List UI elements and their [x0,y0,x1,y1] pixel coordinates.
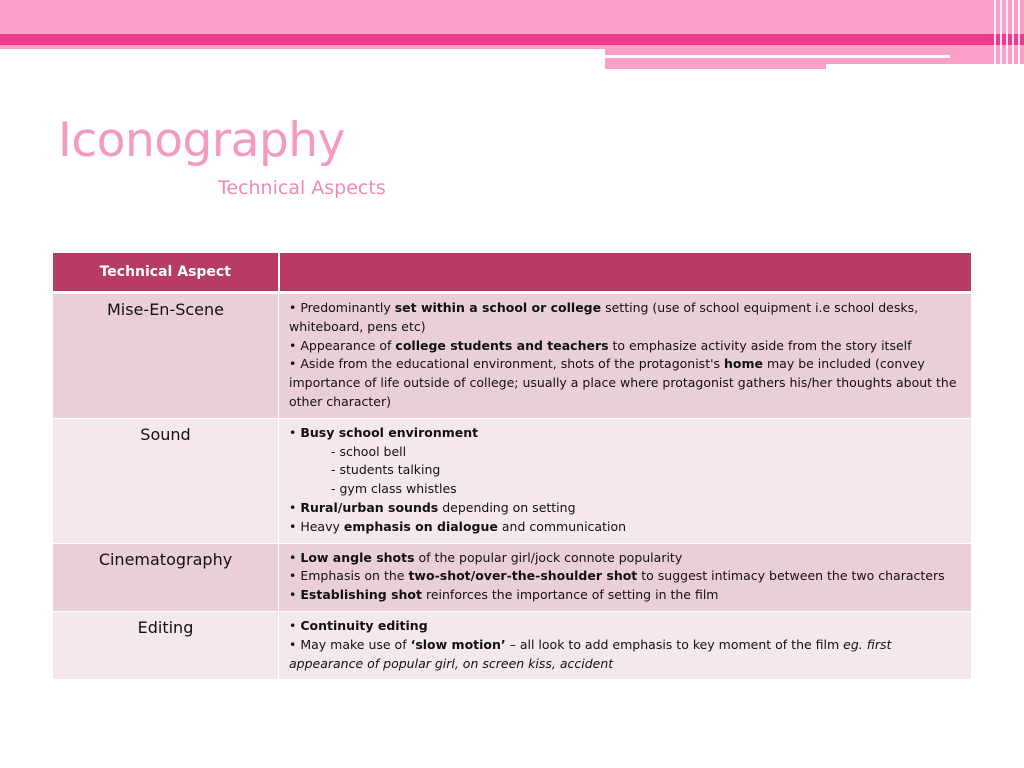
decor-stripe [1018,0,1020,70]
line-text: • Heavy [289,518,344,534]
table-row [53,543,972,611]
sub-bullet-text: - school bell [331,443,407,459]
bold-text: Establishing shot [300,587,422,603]
bold-text: Rural/urban sounds [300,499,439,515]
line-text: • [289,499,301,515]
slide-title: Iconography [58,113,345,168]
bullet-line [289,636,963,674]
table-row [53,611,972,679]
description-cell [279,611,972,679]
table-row [53,293,972,419]
decor-stripe [994,0,996,70]
line-text: depending on setting [438,499,576,515]
italic-text: eg. first appearance of popular girl, on screen kiss, accident [289,636,892,671]
header-band-white [0,49,605,69]
description-cell [279,293,972,419]
bold-text: Continuity editing [300,617,428,633]
line-text: setting (use of school equipment i.e school desks, whiteboard, pens etc) [289,300,919,334]
line-text: • Predominantly [289,300,395,315]
bold-text: set within a school or college [394,300,602,315]
bullet-line [289,299,963,337]
header-description [279,253,972,293]
bullet-line [289,586,963,605]
bold-text: Busy school environment [300,424,479,440]
sub-bullet-line [289,443,963,462]
description-cell [279,543,972,611]
bullet-line [289,337,963,356]
table-body [53,293,972,680]
sub-bullet-line [289,480,963,499]
description-cell [279,418,972,543]
slide-subtitle: Technical Aspects [218,177,386,199]
line-text: • Aside from the educational environment, shots of the protagonist's [289,356,725,372]
line-text: and communication [497,518,627,534]
technical-aspects-table [52,252,972,680]
line-text: • Appearance of [289,337,396,353]
line-text: may be included (convey importance of life outside of college; usually a place where protagonist gathers his/her thoughts about the other character) [289,356,957,409]
line-text: to emphasize activity aside from the story itself [608,337,912,353]
bullet-line [289,424,963,443]
table-row [53,418,972,543]
table-header-row [53,253,972,293]
sub-bullet-line [289,461,963,480]
decor-stripe [1012,0,1014,70]
bold-text: Low angle shots [300,549,415,565]
bullet-line [289,617,963,636]
line-text: • [289,587,301,603]
header-line [605,55,950,58]
header-band-top [0,0,1024,34]
bold-text: two-shot/over-the-shoulder shot [408,568,638,584]
aspect-cell: Editing [53,611,279,679]
line-text: to suggest intimacy between the two characters [637,568,945,584]
aspect-cell: Cinematography [53,543,279,611]
bold-text: home [724,356,764,372]
bold-text: college students and teachers [395,337,609,353]
bullet-line [289,549,963,568]
decor-stripe [1000,0,1002,70]
header-band-magenta [0,34,1024,45]
bullet-line [289,567,963,586]
decor-stripe [1006,0,1008,70]
aspect-cell: Sound [53,418,279,543]
line-text: reinforces the importance of setting in the film [422,587,719,603]
line-text: • Emphasis on the [289,568,409,584]
line-text: • May make use of [289,636,411,652]
line-text: • [289,424,301,440]
line-text: of the popular girl/jock connote popularity [414,549,683,565]
line-text: • [289,617,301,633]
bold-text: ‘slow motion’ [410,636,506,652]
sub-bullet-text: - students talking [331,462,441,478]
bold-text: emphasis on dialogue [343,518,498,534]
sub-bullet-text: - gym class whistles [331,481,457,497]
line-text: – all look to add emphasis to key moment of the film [505,636,844,652]
bullet-line [289,499,963,518]
line-text: • [289,549,301,565]
bullet-line [289,518,963,537]
header-technical-aspect: Technical Aspect [53,253,279,293]
bullet-line [289,355,963,411]
aspect-cell: Mise-En-Scene [53,293,279,419]
